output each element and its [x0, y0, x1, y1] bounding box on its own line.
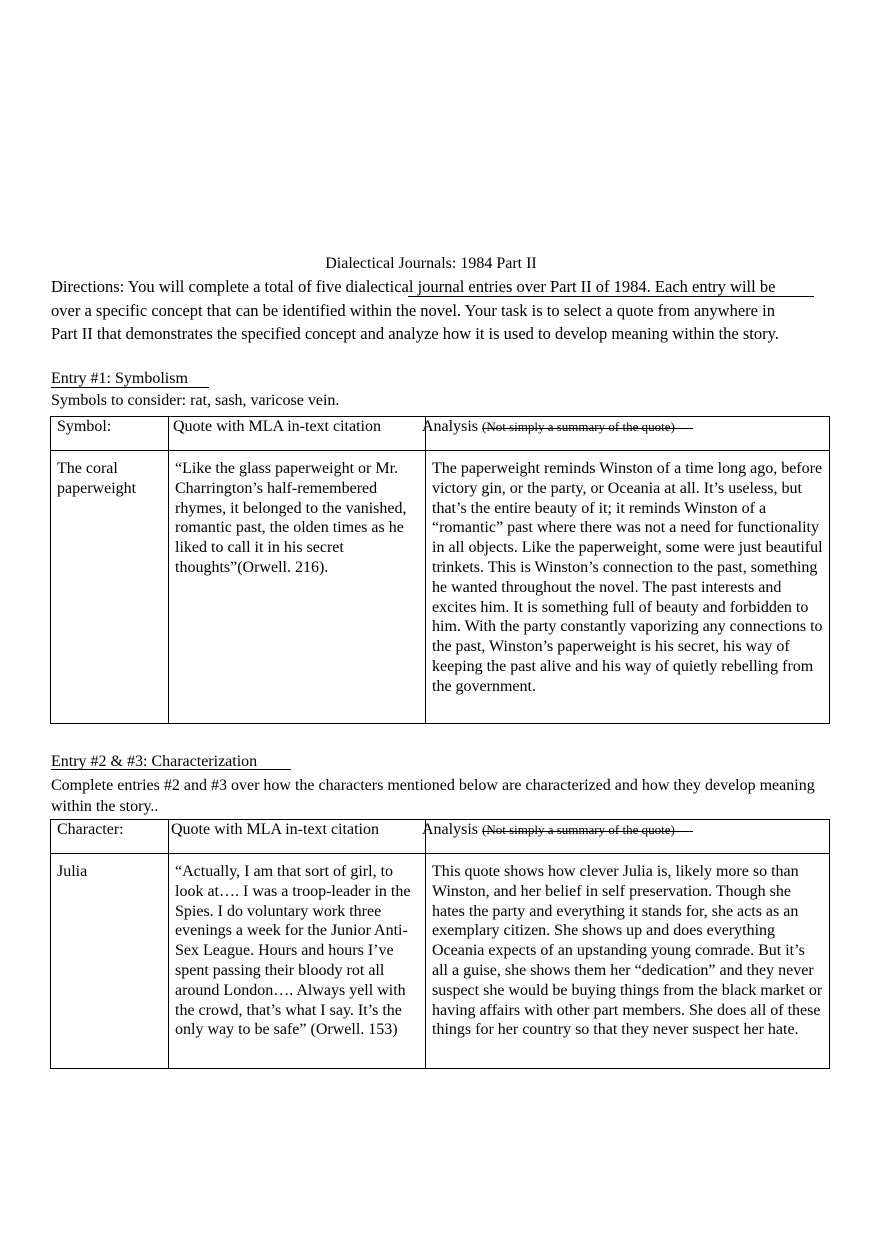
- entry1-heading-underline: [51, 387, 209, 388]
- entry2-heading: Entry #2 & #3: Characterization: [51, 753, 258, 770]
- entry2-table: [50, 819, 830, 1069]
- entry1-analysis: The paperweight reminds Winston of a time long ago, before victory gin, or the party, or Oceania at all. It’s useless, but that’s the entire beauty of it; it reminds Winston of a “romantic” past where there was not a need for functionality in all objects. Like the paperweight, some were just beautiful trinkets. This is Winston’s connection to the past, something he wanted throughout the novel. The past interests and excites him. It is something full of beauty and forbidden to him. With the party constantly vaporizing any connections to the past, Winston’s paperweight is his secret, his way of keeping the past alive and his way of quietly rebelling from the government.: [432, 460, 823, 695]
- entry1-heading: Entry #1: Symbolism: [51, 370, 188, 387]
- entry2-analysis: This quote shows how clever Julia is, likely more so than Winston, and her belief in self preservation. Though she hates the party and everything it stands for, she acts as an exemplary citizen. She shows up and does everything Oceania expects of an upstanding young comrade. But it’s all a guise, she shows them her “dedication” and they never suspect she would be buying things from the black market or having affairs with other part members. She does all of these things for her country so that they never suspect her hate.: [432, 863, 823, 1039]
- entry2-row: [51, 854, 830, 1069]
- entry1-header-col3: Analysis: [422, 418, 478, 435]
- entry2-header-col3: Analysis: [422, 821, 478, 838]
- entry1-quote: “Like the glass paperweight or Mr. Charrington’s half-remembered rhymes, it belonged to the vanished, romantic past, the olden times as he liked to call it in his secret thoughts”(Orwell. 216).: [175, 460, 407, 576]
- entry2-quote: “Actually, I am that sort of girl, to look at…. I was a troop-leader in the Spies. I do voluntary work three evenings a week for the Junior Anti-Sex League. Hours and hours I’ve spent passing their bloody rot all around London…. Always yell with the crowd, that’s what I say. It’s the only way to be safe” (Orwell. 153): [175, 863, 411, 1039]
- entry1-header-col1: Symbol:: [57, 418, 112, 435]
- entry1-symbol: The coral paperweight: [57, 460, 137, 497]
- entry1-subheading: Symbols to consider: rat, sash, varicose vein.: [51, 392, 340, 409]
- directions-underline: [408, 296, 814, 297]
- entry2-header-row: [51, 820, 830, 854]
- directions-line-2: over a specific concept that can be identified within the novel. Your task is to select a quote from anywhere in: [51, 300, 775, 320]
- directions-line-3: Part II that demonstrates the specified concept and analyze how it is used to develop meaning within the story.: [51, 324, 779, 343]
- entry2-note-strike: [482, 831, 693, 832]
- entry1-header-row: [51, 417, 830, 451]
- entry2-header-col2: Quote with MLA in-text citation: [171, 821, 379, 838]
- entry2-character: Julia: [57, 863, 88, 880]
- directions: [51, 275, 826, 346]
- entry2-description: Complete entries #2 and #3 over how the characters mentioned below are characterized and how they develop meaning within the story..: [51, 777, 815, 815]
- directions-line-1: Directions: You will complete a total of five dialectical journal entries over Part II of 1984. Each entry will be: [51, 277, 776, 296]
- entry2-header-col3-note: (Not simply a summary of the quote): [482, 822, 675, 837]
- entry1-header-col2: Quote with MLA in-text citation: [173, 418, 381, 435]
- entry1-row: [51, 451, 830, 724]
- entry1-note-strike: [482, 428, 693, 429]
- entry1-table: [50, 416, 830, 724]
- entry2-header-col1: Character:: [57, 821, 124, 838]
- page-title: Dialectical Journals: 1984 Part II: [325, 255, 537, 272]
- entry2-heading-underline: [51, 769, 291, 770]
- entry1-header-col3-note: (Not simply a summary of the quote): [482, 419, 675, 434]
